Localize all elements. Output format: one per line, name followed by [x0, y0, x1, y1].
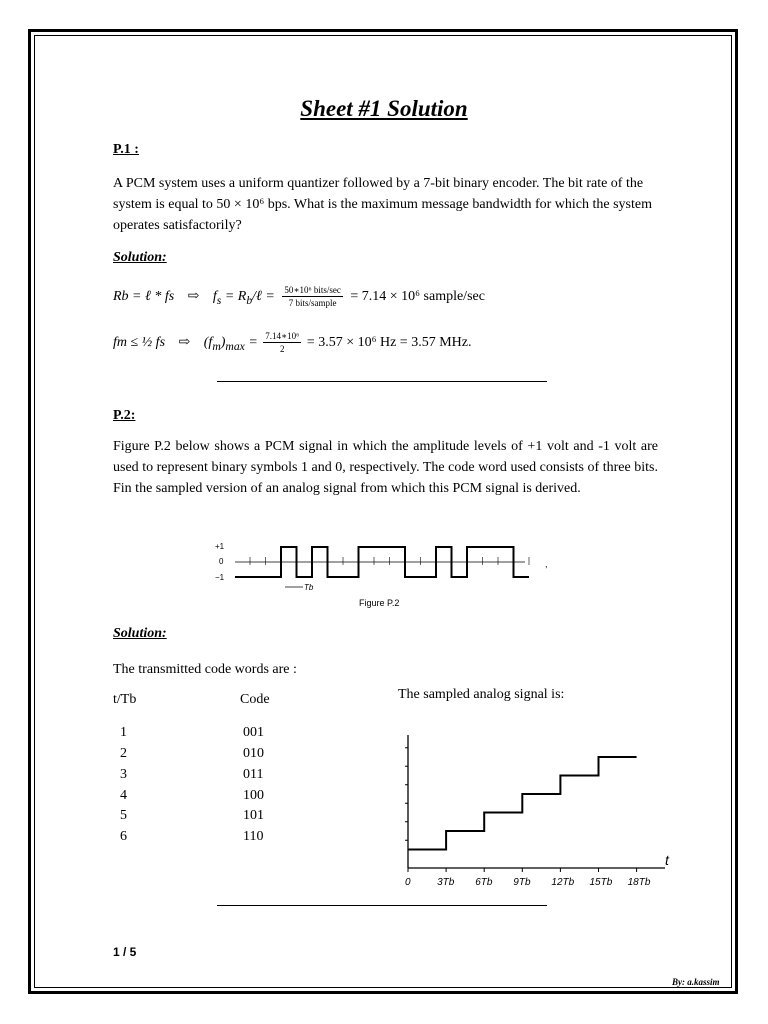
- table-cell-t: 4: [120, 788, 127, 803]
- p2-heading: P.2:: [113, 408, 136, 423]
- table-cell-code: 010: [243, 746, 264, 761]
- col-header-t: t/Tb: [113, 692, 137, 707]
- chart-x-tick-labels: [405, 868, 651, 888]
- table-cell-code: 001: [243, 725, 264, 740]
- page-title: Sheet #1 Solution: [300, 96, 468, 121]
- chart-x-tick-label: 3Tb: [437, 877, 455, 888]
- table-cell-t: 5: [120, 808, 127, 823]
- table-cell-t: 1: [120, 725, 127, 740]
- page-number: 1 / 5: [113, 945, 137, 959]
- table-cell-t: 6: [120, 829, 127, 844]
- table-cell-t: 3: [120, 767, 127, 782]
- section-divider: [217, 905, 547, 906]
- fig-label-minus1: −1: [215, 573, 225, 582]
- p1-equation-1: Rb = ℓ * fs ⇨ $f_s$ = $R_b/\ell$ = $\frac{\text{50∗10⁶ bits/sec}}{\text{7 bits/sample}}$ = 7.14 × 10⁶ sample/sec: [113, 285, 485, 309]
- chart-staircase: [408, 757, 637, 850]
- sampled-signal-chart: [395, 725, 685, 895]
- table-cell-t: 2: [120, 746, 127, 761]
- chart-x-tick-label: 0: [405, 877, 411, 888]
- chart-x-tick-label: 12Tb: [551, 877, 575, 888]
- p1-heading: P.1 :: [113, 142, 139, 157]
- chart-x-tick-label: 18Tb: [627, 877, 651, 888]
- eq2-lhs: fm ≤ ½ fs: [113, 335, 166, 350]
- implies-arrow-icon: ⇨: [178, 335, 191, 350]
- section-divider: [217, 381, 547, 382]
- chart-series-line: [408, 757, 637, 850]
- eq2-numerator: 7.14∗10⁶: [265, 331, 300, 342]
- p1-text: A PCM system uses a uniform quantizer followed by a 7-bit binary encoder. The bit rate of the system is equal to 50 × 10⁶ bps. What is the maximum message bandwidth for which the system operates satisfactorily?: [113, 176, 652, 233]
- fig-label-plus1: +1: [215, 542, 225, 551]
- col-header-code: Code: [240, 692, 270, 707]
- p2-text: Figure P.2 below shows a PCM signal in which the amplitude levels of +1 volt and -1 volt are used to represent binary symbols 1 and 0, respectively. The code word used consists of three bits. Fin the sampled version of an analog signal from which this PCM signal is derived.: [113, 439, 658, 496]
- chart-x-tick-label: 6Tb: [475, 877, 493, 888]
- table-cell-code: 110: [243, 829, 264, 844]
- implies-arrow-icon: ⇨: [187, 289, 200, 304]
- author-credit: By: a.kassim: [672, 977, 720, 987]
- sampled-signal-intro: The sampled analog signal is:: [398, 687, 565, 702]
- chart-x-tick-label: 15Tb: [589, 877, 613, 888]
- fig-label-zero: 0: [219, 557, 224, 566]
- table-cell-code: 011: [243, 767, 264, 782]
- eq2-result: = 3.57 × 10⁶ Hz = 3.57 MHz.: [306, 335, 472, 350]
- chart-x-axis-label: t: [665, 852, 669, 868]
- table-cell-code: 100: [243, 788, 264, 803]
- table-cell-code: 101: [243, 808, 264, 823]
- fig-comma: ,: [545, 559, 548, 569]
- eq1-result: = 7.14 × 10⁶ sample/sec: [350, 289, 485, 304]
- eq1-denominator: 7 bits/sample: [288, 298, 337, 309]
- eq1-numerator: 50∗10⁶ bits/sec: [284, 285, 341, 296]
- figure-p2-pcm-signal: [205, 535, 565, 615]
- codewords-intro: The transmitted code words are :: [113, 662, 297, 677]
- p1-equation-2: fm ≤ ½ fs ⇨ $(f_m)_{max}$ = $\frac{\text{7.14∗10⁶}}{2}$ = 3.57 × 10⁶ Hz = 3.57 MHz.: [113, 331, 472, 355]
- p1-solution-heading: Solution:: [113, 250, 167, 265]
- chart-x-tick-label: 9Tb: [513, 877, 531, 888]
- eq2-denominator: 2: [280, 344, 285, 355]
- p2-solution-heading: Solution:: [113, 626, 167, 641]
- eq1-lhs: Rb = ℓ * fs: [113, 289, 175, 304]
- fig-tick-marks: [250, 557, 529, 565]
- fig-caption: Figure P.2: [359, 598, 400, 608]
- fig-tb-label: Tb: [304, 583, 314, 592]
